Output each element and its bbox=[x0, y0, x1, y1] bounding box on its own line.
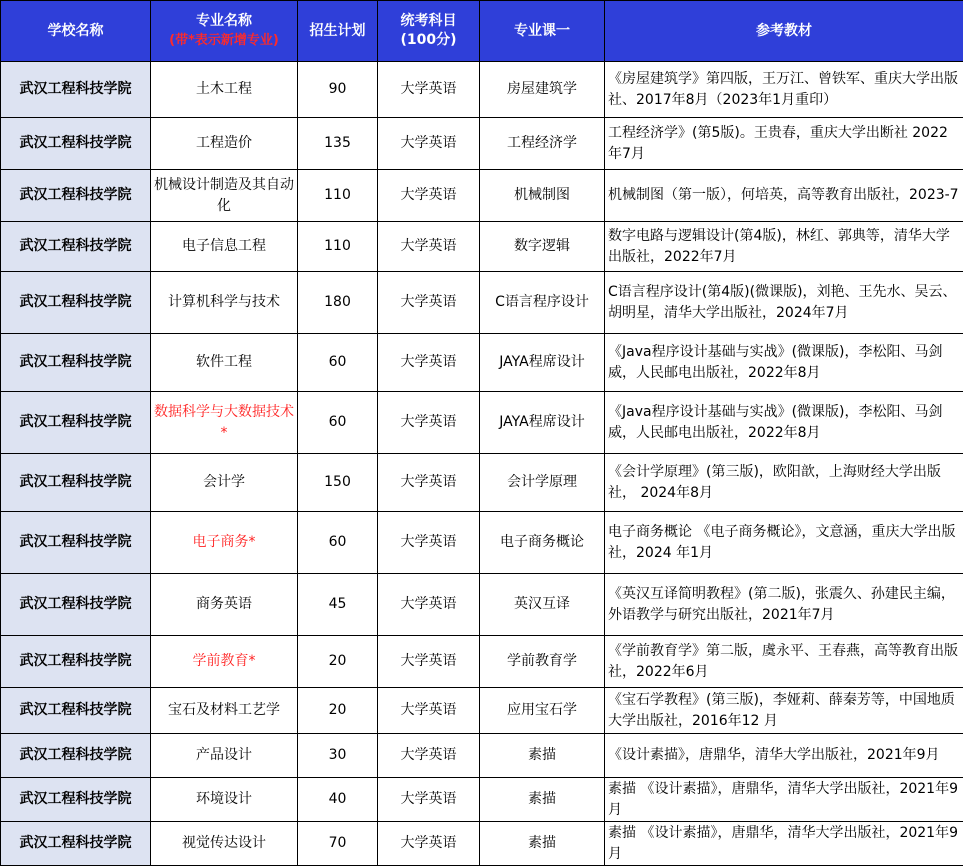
school-cell: 武汉工程科技学院 bbox=[1, 636, 151, 688]
plan-cell: 20 bbox=[298, 636, 378, 688]
exam-cell: 大学英语 bbox=[378, 272, 480, 334]
school-cell: 武汉工程科技学院 bbox=[1, 574, 151, 636]
exam-cell: 大学英语 bbox=[378, 222, 480, 272]
school-cell: 武汉工程科技学院 bbox=[1, 778, 151, 822]
books-cell: 《学前教育学》第二版，虞永平、王春燕，高等教育出版社，2022年6月 bbox=[605, 636, 963, 688]
school-cell: 武汉工程科技学院 bbox=[1, 512, 151, 574]
header-major-title: 专业名称 bbox=[153, 12, 295, 31]
school-cell: 武汉工程科技学院 bbox=[1, 334, 151, 392]
major-cell: 学前教育* bbox=[151, 636, 298, 688]
course-cell: 应用宝石学 bbox=[480, 688, 605, 734]
school-cell: 武汉工程科技学院 bbox=[1, 222, 151, 272]
table-body bbox=[1, 62, 963, 866]
table-row bbox=[1, 734, 963, 778]
books-cell: 机械制图（第一版），何培英，高等教育出版社，2023-7 bbox=[605, 170, 963, 222]
plan-cell: 60 bbox=[298, 512, 378, 574]
major-cell: 商务英语 bbox=[151, 574, 298, 636]
major-cell: 宝石及材料工艺学 bbox=[151, 688, 298, 734]
school-cell: 武汉工程科技学院 bbox=[1, 118, 151, 170]
course-cell: C语言程序设计 bbox=[480, 272, 605, 334]
major-cell: 电子信息工程 bbox=[151, 222, 298, 272]
header-row bbox=[1, 1, 963, 62]
exam-cell: 大学英语 bbox=[378, 334, 480, 392]
school-cell: 武汉工程科技学院 bbox=[1, 62, 151, 118]
exam-cell: 大学英语 bbox=[378, 688, 480, 734]
course-cell: 素描 bbox=[480, 734, 605, 778]
school-cell: 武汉工程科技学院 bbox=[1, 734, 151, 778]
table-row bbox=[1, 392, 963, 454]
books-cell: 素描 《设计素描》，唐鼎华，清华大学出版社，2021年9月 bbox=[605, 822, 963, 866]
school-cell: 武汉工程科技学院 bbox=[1, 688, 151, 734]
plan-cell: 20 bbox=[298, 688, 378, 734]
header-major-note: (带*表示新增专业) bbox=[153, 31, 295, 50]
books-cell: C语言程序设计(第4版)(微课版)，刘艳、王先水、吴云、胡明星，清华大学出版社，2024年7月 bbox=[605, 272, 963, 334]
table-row bbox=[1, 636, 963, 688]
plan-cell: 135 bbox=[298, 118, 378, 170]
course-cell: 工程经济学 bbox=[480, 118, 605, 170]
books-cell: 《Java程序设计基础与实战》(微课版)，李松阳、马剑威，人民邮电出版社，2022年8月 bbox=[605, 392, 963, 454]
table-row bbox=[1, 118, 963, 170]
plan-cell: 45 bbox=[298, 574, 378, 636]
table-row bbox=[1, 822, 963, 866]
table-row bbox=[1, 778, 963, 822]
header-exam-score: (100分) bbox=[380, 31, 477, 50]
table-row bbox=[1, 574, 963, 636]
major-cell: 计算机科学与技术 bbox=[151, 272, 298, 334]
course-cell: 电子商务概论 bbox=[480, 512, 605, 574]
major-cell: 数据科学与大数据技术* bbox=[151, 392, 298, 454]
major-cell: 会计学 bbox=[151, 454, 298, 512]
plan-cell: 90 bbox=[298, 62, 378, 118]
header-exam-title: 统考科目 bbox=[380, 12, 477, 31]
books-cell: 素描 《设计素描》，唐鼎华，清华大学出版社，2021年9月 bbox=[605, 778, 963, 822]
major-cell: 电子商务* bbox=[151, 512, 298, 574]
course-cell: 学前教育学 bbox=[480, 636, 605, 688]
course-cell: 房屋建筑学 bbox=[480, 62, 605, 118]
exam-cell: 大学英语 bbox=[378, 822, 480, 866]
exam-cell: 大学英语 bbox=[378, 170, 480, 222]
plan-cell: 40 bbox=[298, 778, 378, 822]
major-cell: 视觉传达设计 bbox=[151, 822, 298, 866]
plan-cell: 60 bbox=[298, 334, 378, 392]
table-row bbox=[1, 62, 963, 118]
table-row bbox=[1, 272, 963, 334]
course-cell: JAYA程席设计 bbox=[480, 392, 605, 454]
header-exam bbox=[378, 1, 480, 62]
books-cell: 《英汉互译简明教程》(第二版)，张震久、孙建民主编，外语教学与研究出版社，2021年7月 bbox=[605, 574, 963, 636]
plan-cell: 70 bbox=[298, 822, 378, 866]
exam-cell: 大学英语 bbox=[378, 454, 480, 512]
school-cell: 武汉工程科技学院 bbox=[1, 170, 151, 222]
table-row bbox=[1, 512, 963, 574]
school-cell: 武汉工程科技学院 bbox=[1, 272, 151, 334]
major-cell: 产品设计 bbox=[151, 734, 298, 778]
table-row bbox=[1, 334, 963, 392]
exam-cell: 大学英语 bbox=[378, 636, 480, 688]
books-cell: 《设计素描》，唐鼎华，清华大学出版社，2021年9月 bbox=[605, 734, 963, 778]
header-school: 学校名称 bbox=[1, 1, 151, 62]
major-cell: 机械设计制造及其自动化 bbox=[151, 170, 298, 222]
table-row bbox=[1, 222, 963, 272]
major-cell: 工程造价 bbox=[151, 118, 298, 170]
plan-cell: 180 bbox=[298, 272, 378, 334]
exam-cell: 大学英语 bbox=[378, 574, 480, 636]
exam-cell: 大学英语 bbox=[378, 62, 480, 118]
books-cell: 《宝石学教程》(第三版)，李娅莉、薛秦芳等，中国地质大学出版社，2016年12 月 bbox=[605, 688, 963, 734]
major-cell: 软件工程 bbox=[151, 334, 298, 392]
course-cell: 数字逻辑 bbox=[480, 222, 605, 272]
course-cell: 英汉互译 bbox=[480, 574, 605, 636]
books-cell: 电子商务概论 《电子商务概论》，文意涵，重庆大学出版社，2024 年1月 bbox=[605, 512, 963, 574]
books-cell: 工程经济学》(第5版)。王贵春，重庆大学出断社 2022年7月 bbox=[605, 118, 963, 170]
books-cell: 数字电路与逻辑设计(第4版)，林红、郭典等，清华大学出版社，2022年7月 bbox=[605, 222, 963, 272]
table-row bbox=[1, 454, 963, 512]
exam-cell: 大学英语 bbox=[378, 778, 480, 822]
plan-cell: 110 bbox=[298, 222, 378, 272]
course-cell: 素描 bbox=[480, 822, 605, 866]
exam-cell: 大学英语 bbox=[378, 512, 480, 574]
course-cell: JAYA程席设计 bbox=[480, 334, 605, 392]
school-cell: 武汉工程科技学院 bbox=[1, 392, 151, 454]
table-row bbox=[1, 688, 963, 734]
major-cell: 土木工程 bbox=[151, 62, 298, 118]
table-row bbox=[1, 170, 963, 222]
plan-cell: 110 bbox=[298, 170, 378, 222]
course-cell: 机械制图 bbox=[480, 170, 605, 222]
books-cell: 《房屋建筑学》第四版，王万江、曾铁军、重庆大学出版社、2017年8月（2023年1月重印） bbox=[605, 62, 963, 118]
exam-cell: 大学英语 bbox=[378, 734, 480, 778]
school-cell: 武汉工程科技学院 bbox=[1, 822, 151, 866]
plan-cell: 30 bbox=[298, 734, 378, 778]
exam-cell: 大学英语 bbox=[378, 118, 480, 170]
school-cell: 武汉工程科技学院 bbox=[1, 454, 151, 512]
exam-cell: 大学英语 bbox=[378, 392, 480, 454]
header-books: 参考教材 bbox=[605, 1, 963, 62]
plan-cell: 150 bbox=[298, 454, 378, 512]
course-cell: 素描 bbox=[480, 778, 605, 822]
header-course: 专业课一 bbox=[480, 1, 605, 62]
header-major bbox=[151, 1, 298, 62]
books-cell: 《Java程序设计基础与实战》(微课版)，李松阳、马剑威，人民邮电出版社，2022年8月 bbox=[605, 334, 963, 392]
major-cell: 环境设计 bbox=[151, 778, 298, 822]
plan-cell: 60 bbox=[298, 392, 378, 454]
course-cell: 会计学原理 bbox=[480, 454, 605, 512]
header-plan: 招生计划 bbox=[298, 1, 378, 62]
books-cell: 《会计学原理》(第三版)，欧阳歆，上海财经大学出版社， 2024年8月 bbox=[605, 454, 963, 512]
